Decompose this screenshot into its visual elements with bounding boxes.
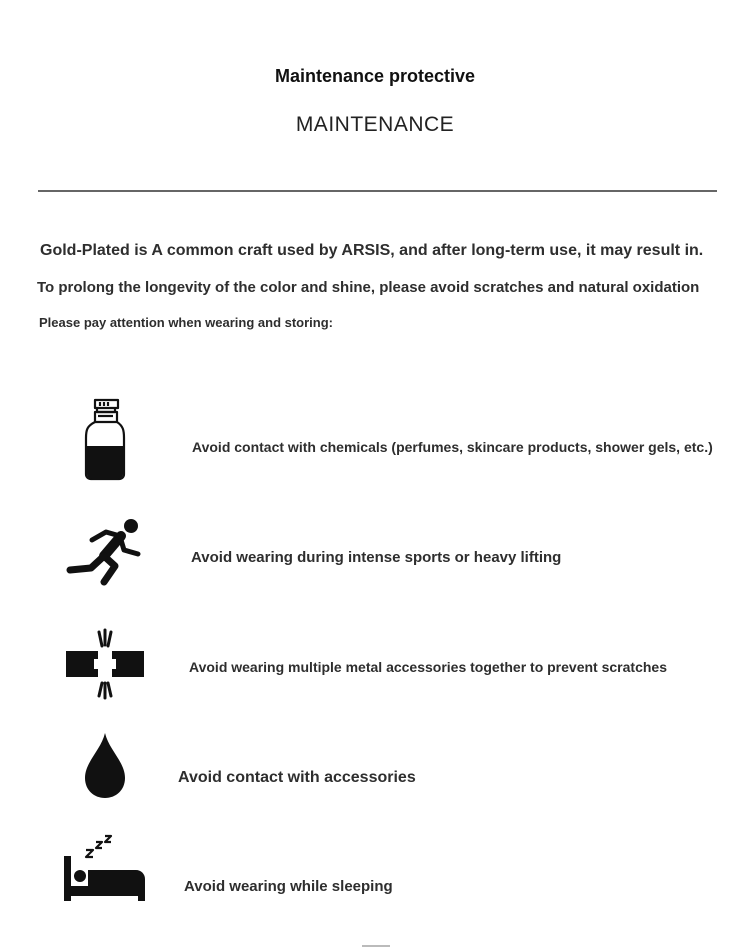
bottom-edge-mark [362, 945, 390, 947]
intro-line-2: To prolong the longevity of the color and shine, please avoid scratches and natural oxidation [37, 279, 700, 296]
bed-sleep-icon [62, 834, 148, 904]
rule-text-accessories: Avoid contact with accessories [178, 769, 416, 786]
collision-icon [64, 628, 146, 700]
divider [38, 190, 717, 192]
running-person-icon [66, 516, 144, 588]
intro-line-3: Please pay attention when wearing and storing: [39, 315, 333, 330]
page-title: Maintenance protective [274, 66, 476, 86]
rule-text-sports: Avoid wearing during intense sports or heavy lifting [191, 549, 562, 566]
water-drop-icon [83, 732, 127, 800]
spray-bottle-icon [82, 398, 128, 482]
rule-text-sleeping: Avoid wearing while sleeping [184, 878, 393, 895]
intro-line-1: Gold-Plated is A common craft used by ARSIS, and after long-term use, it may result in. [40, 242, 704, 259]
rule-text-metal: Avoid wearing multiple metal accessories together to prevent scratches [189, 659, 667, 675]
page-subtitle: MAINTENANCE [295, 113, 455, 136]
rule-text-chemicals: Avoid contact with chemicals (perfumes, skincare products, shower gels, etc.) [192, 439, 713, 455]
